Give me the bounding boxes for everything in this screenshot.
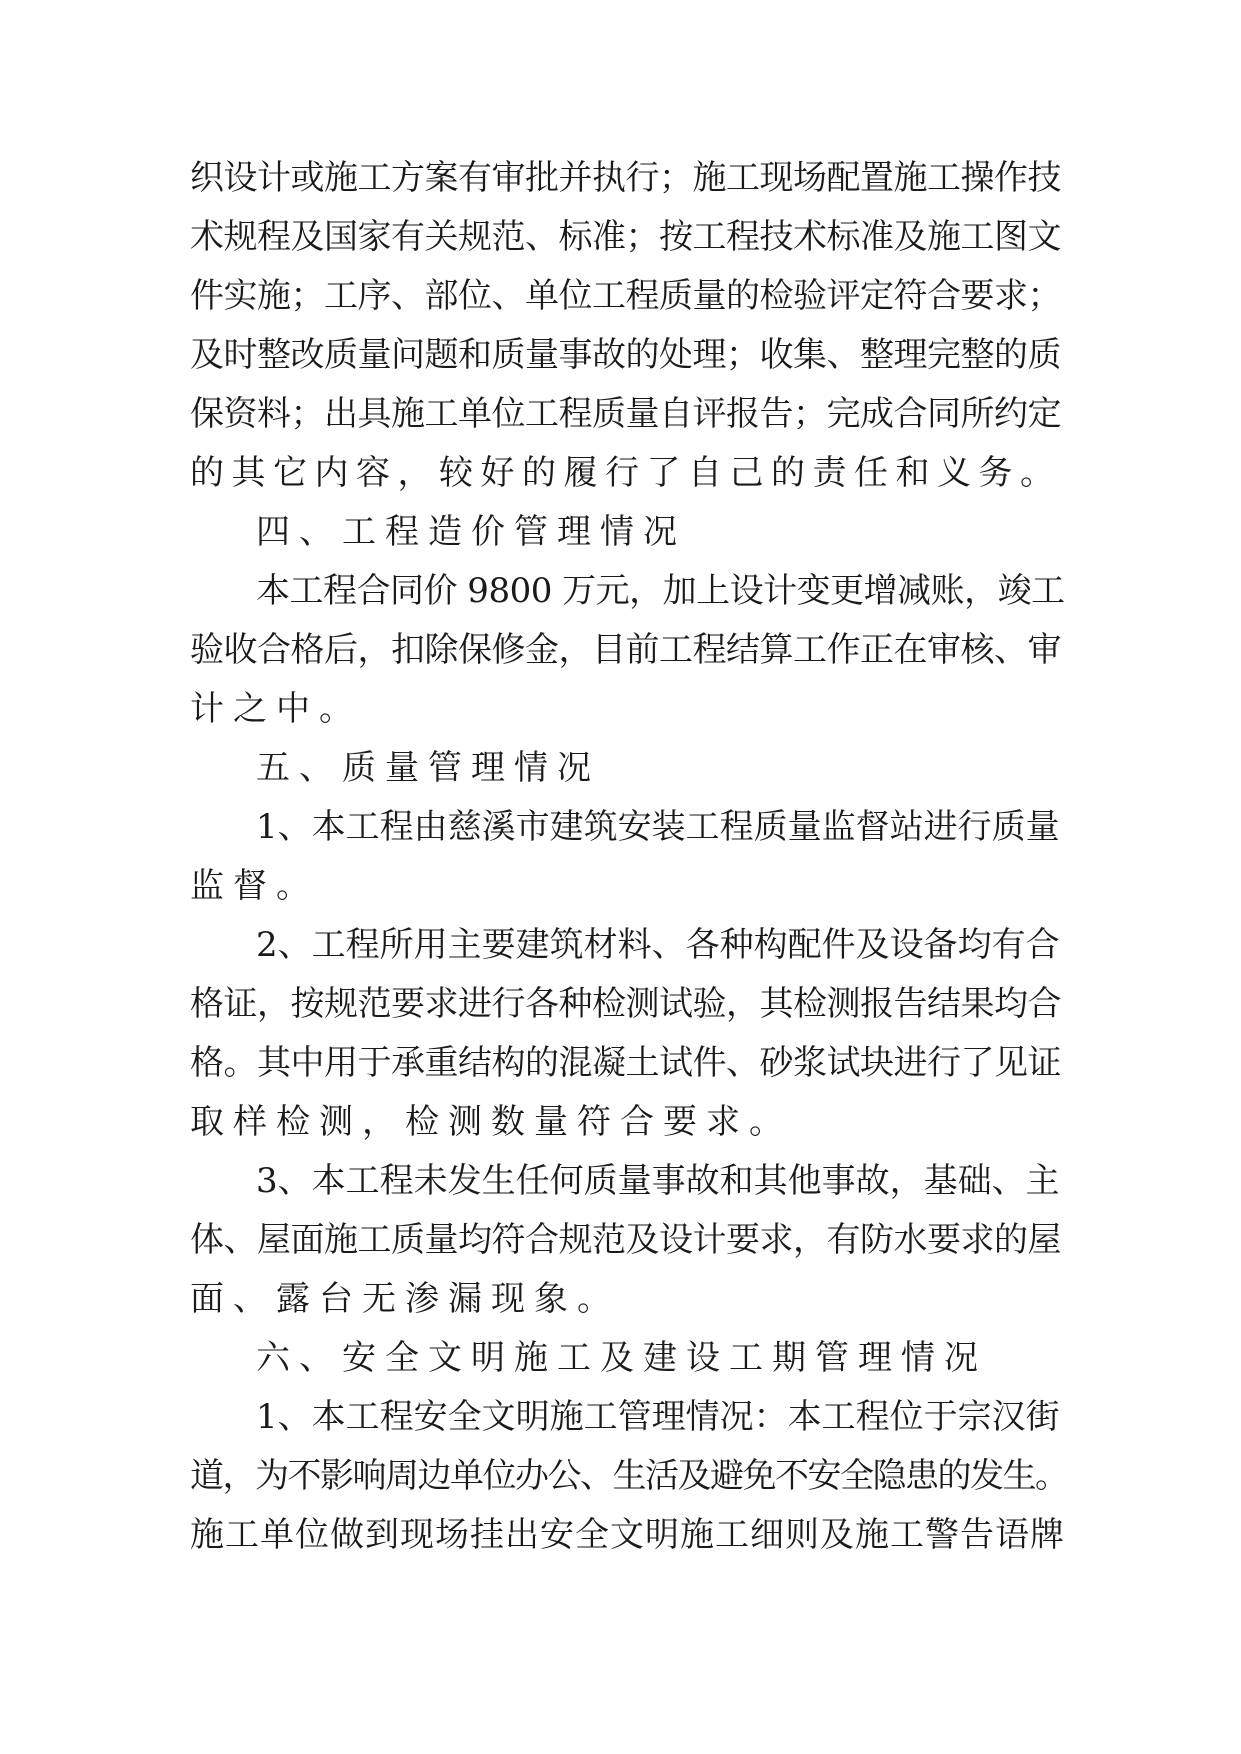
- body-line: 本工程合同价 9800 万元，加上设计变更增减账，竣工: [256, 571, 1065, 611]
- body-line: 3、本工程未发生任何质量事故和其他事故，基础、主: [256, 1161, 1060, 1201]
- body-line: 施工单位做到现场挂出安全文明施工细则及施工警告语牌: [190, 1515, 1065, 1555]
- section-heading-quality: 五、质量管理情况: [256, 748, 600, 788]
- body-line: 道，为不影响周边单位办公、生活及避免不安全隐患的发生。: [190, 1456, 1068, 1496]
- body-line: 取样检测，检测数量符合要求。: [190, 1102, 792, 1142]
- body-line: 件实施；工序、部位、单位工程质量的检验评定符合要求；: [190, 276, 1061, 316]
- body-line: 验收合格后，扣除保修金，目前工程结算工作正在审核、审: [190, 630, 1061, 670]
- body-line: 面、露台无渗漏现象。: [190, 1279, 620, 1319]
- body-line: 监督。: [190, 866, 319, 906]
- section-heading-cost: 四、工程造价管理情况: [256, 512, 686, 552]
- body-line: 1、本工程由慈溪市建筑安装工程质量监督站进行质量: [256, 807, 1060, 847]
- body-line: 格证，按规范要求进行各种检测试验，其检测报告结果均合: [190, 984, 1061, 1024]
- body-line: 术规程及国家有关规范、标准；按工程技术标准及施工图文: [190, 217, 1061, 257]
- body-line: 保资料；出具施工单位工程质量自评报告；完成合同所约定: [190, 394, 1061, 434]
- body-line: 格。其中用于承重结构的混凝土试件、砂浆试块进行了见证: [190, 1043, 1061, 1083]
- body-line: 的其它内容，较好的履行了自己的责任和义务。: [190, 453, 1062, 493]
- body-line: 织设计或施工方案有审批并执行；施工现场配置施工操作技: [190, 158, 1061, 198]
- body-line: 及时整改质量问题和质量事故的处理；收集、整理完整的质: [190, 335, 1061, 375]
- body-line: 计之中。: [190, 689, 362, 729]
- body-line: 体、屋面施工质量均符合规范及设计要求，有防水要求的屋: [190, 1220, 1061, 1260]
- body-line: 2、工程所用主要建筑材料、各种构配件及设备均有合: [256, 925, 1060, 965]
- body-line: 1、本工程安全文明施工管理情况：本工程位于宗汉街: [256, 1397, 1060, 1437]
- section-heading-safety: 六、安全文明施工及建设工期管理情况: [256, 1338, 987, 1378]
